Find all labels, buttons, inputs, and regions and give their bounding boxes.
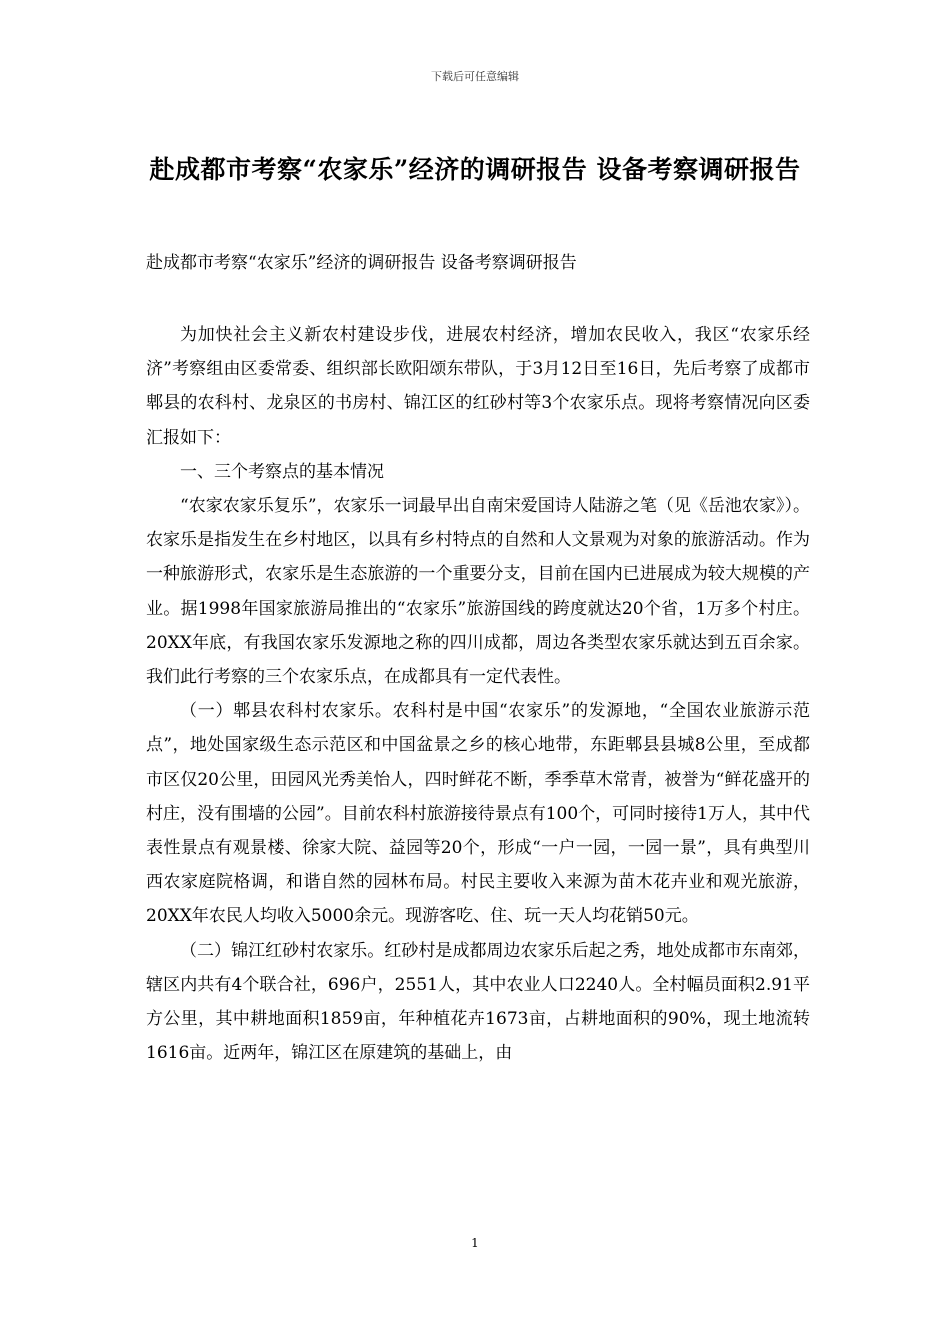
body-paragraph-nongke: （一）郫县农科村农家乐。农科村是中国“农家乐”的发源地，“全国农业旅游示范点”，地处国家级生态示范区和中国盆景之乡的核心地带，东距郫县县城8公里，至成都市区仅20公里，田园风光秀美怡人，四时鲜花不断，季季草木常青，被誉为“鲜花盛开的村庄，没有围墙的公园”。目前农科村旅游接待景点有100个，可同时接待1万人，其中代表性景点有观景楼、徐家大院、益园等20个，形成“一户一园，一园一景”，具有典型川西农家庭院格调，和谐自然的园林布局。村民主要收入来源为苗木花卉业和观光旅游，20XX年农民人均收入5000余元。现游客吃、住、玩一天人均花销50元。 <box>146 701 810 927</box>
page-header-note: 下载后可任意编辑 <box>431 70 519 83</box>
document-subtitle: 赴成都市考察“农家乐”经济的调研报告 设备考察调研报告 <box>146 253 577 273</box>
section-heading: 一、三个考察点的基本情况 <box>180 461 384 482</box>
body-paragraph-hongsha: （二）锦江红砂村农家乐。红砂村是成都周边农家乐后起之秀，地处成都市东南郊，辖区内共有4个联合社，696户，2551人，其中农业人口2240人。全村幅员面积2.91平方公里，其中耕地面积1859亩，年种植花卉1673亩，占耕地面积的90%，现土地流转1616亩。近两年，锦江区在原建筑的基础上，由 <box>146 940 810 1064</box>
body-paragraph-background: “农家农家乐复乐”，农家乐一词最早出自南宋爱国诗人陆游之笔（见《岳池农家》）。农家乐是指发生在乡村地区，以具有乡村特点的自然和人文景观为对象的旅游活动。作为一种旅游形式，农家乐是生态旅游的一个重要分支，目前在国内已进展成为较大规模的产业。据1998年国家旅游局推出的“农家乐”旅游国线的跨度就达20个省，1万多个村庄。20XX年底，有我国农家乐发源地之称的四川成都，周边各类型农家乐就达到五百余家。我们此行考察的三个农家乐点，在成都具有一定代表性。 <box>146 496 810 688</box>
page-number: 1 <box>471 1236 479 1250</box>
document-title: 赴成都市考察“农家乐”经济的调研报告 设备考察调研报告 <box>149 155 801 184</box>
document-body <box>146 318 810 1070</box>
body-paragraph-intro: 为加快社会主义新农村建设步伐，进展农村经济，增加农民收入，我区“农家乐经济”考察组由区委常委、组织部长欧阳颂东带队，于3月12日至16日，先后考察了成都市郫县的农科村、龙泉区的书房村、锦江区的红砂村等3个农家乐点。现将考察情况向区委汇报如下： <box>146 325 810 448</box>
